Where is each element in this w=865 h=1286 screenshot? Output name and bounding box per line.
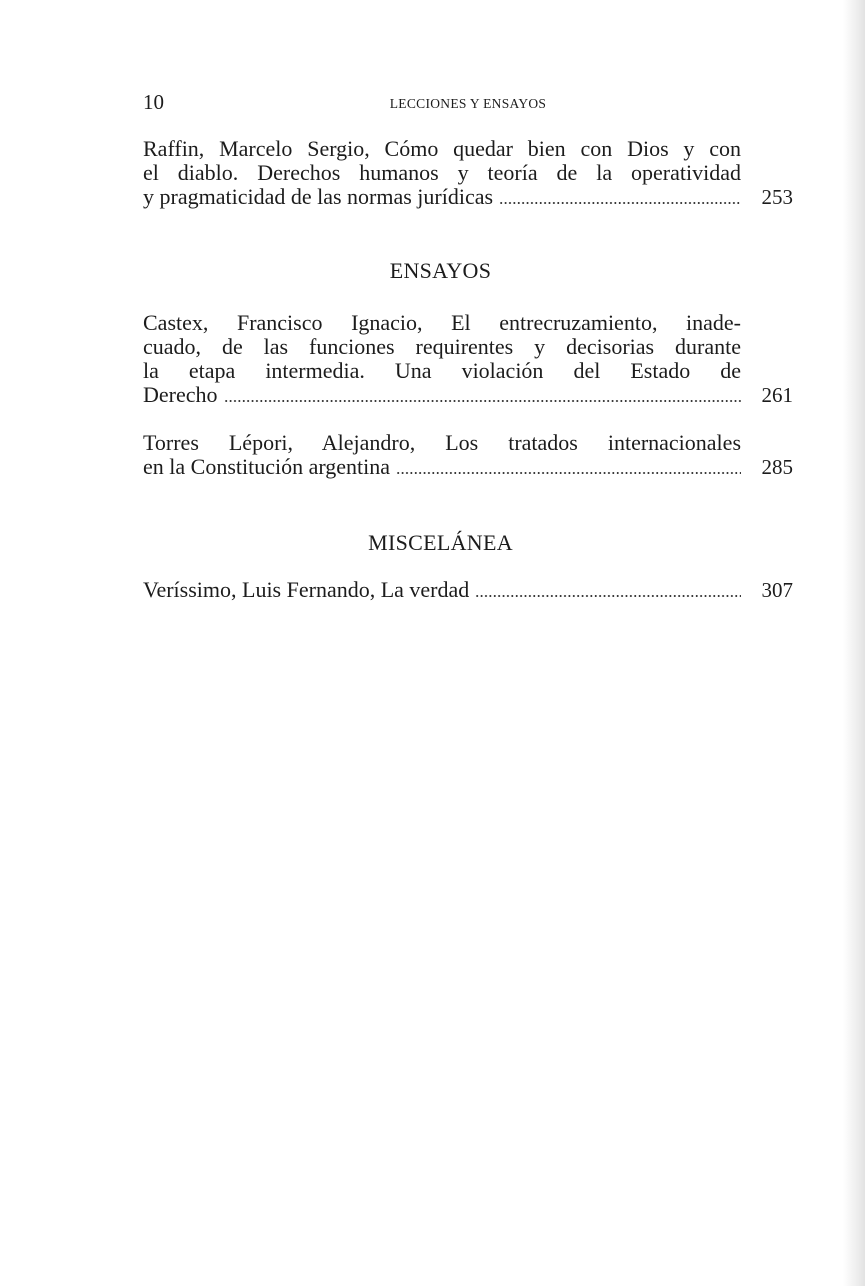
entry-page-number: 253 xyxy=(761,185,793,209)
toc-entry-castex xyxy=(143,311,793,407)
page-header xyxy=(143,90,793,116)
entry-page-number: 261 xyxy=(761,383,793,407)
running-head: LECCIONES Y ENSAYOS xyxy=(389,96,547,111)
dot-leader xyxy=(224,400,741,402)
entry-line: el diablo. Derechos humanos y teoría de la operatividad xyxy=(143,160,741,185)
entry-last-line xyxy=(143,185,793,209)
section-heading-miscelanea: MISCELÁNEA xyxy=(368,530,513,555)
page-edge-shadow xyxy=(843,0,865,1286)
toc-entry-torres-lepori xyxy=(143,431,793,479)
entry-text: Veríssimo, Luis Fernando, La verdad xyxy=(143,577,470,602)
entry-line: Torres Lépori, Alejandro, Los tratados internacionales xyxy=(143,430,741,455)
toc-entry-raffin xyxy=(143,137,793,209)
entry-text: en la Constitución argentina xyxy=(143,454,391,479)
entry-last-line xyxy=(143,578,793,602)
toc-entry-verissimo xyxy=(143,578,793,602)
entry-text: y pragmaticidad de las normas jurídicas xyxy=(143,184,494,209)
dot-leader xyxy=(396,472,741,474)
page-number: 10 xyxy=(143,90,164,114)
dot-leader xyxy=(499,202,741,204)
dot-leader xyxy=(475,595,741,597)
entry-line: Raffin, Marcelo Sergio, Cómo quedar bien con Dios y con xyxy=(143,136,741,161)
entry-last-line xyxy=(143,383,793,407)
entry-last-line xyxy=(143,455,793,479)
entry-page-number: 307 xyxy=(761,578,793,602)
section-heading-ensayos: ENSAYOS xyxy=(389,258,492,283)
entry-line: la etapa intermedia. Una violación del Estado de xyxy=(143,358,741,383)
entry-line: Castex, Francisco Ignacio, El entrecruzamiento, inade- xyxy=(143,310,741,335)
entry-text: Derecho xyxy=(143,382,218,407)
entry-line: cuado, de las funciones requirentes y decisorias durante xyxy=(143,334,741,359)
entry-page-number: 285 xyxy=(761,455,793,479)
